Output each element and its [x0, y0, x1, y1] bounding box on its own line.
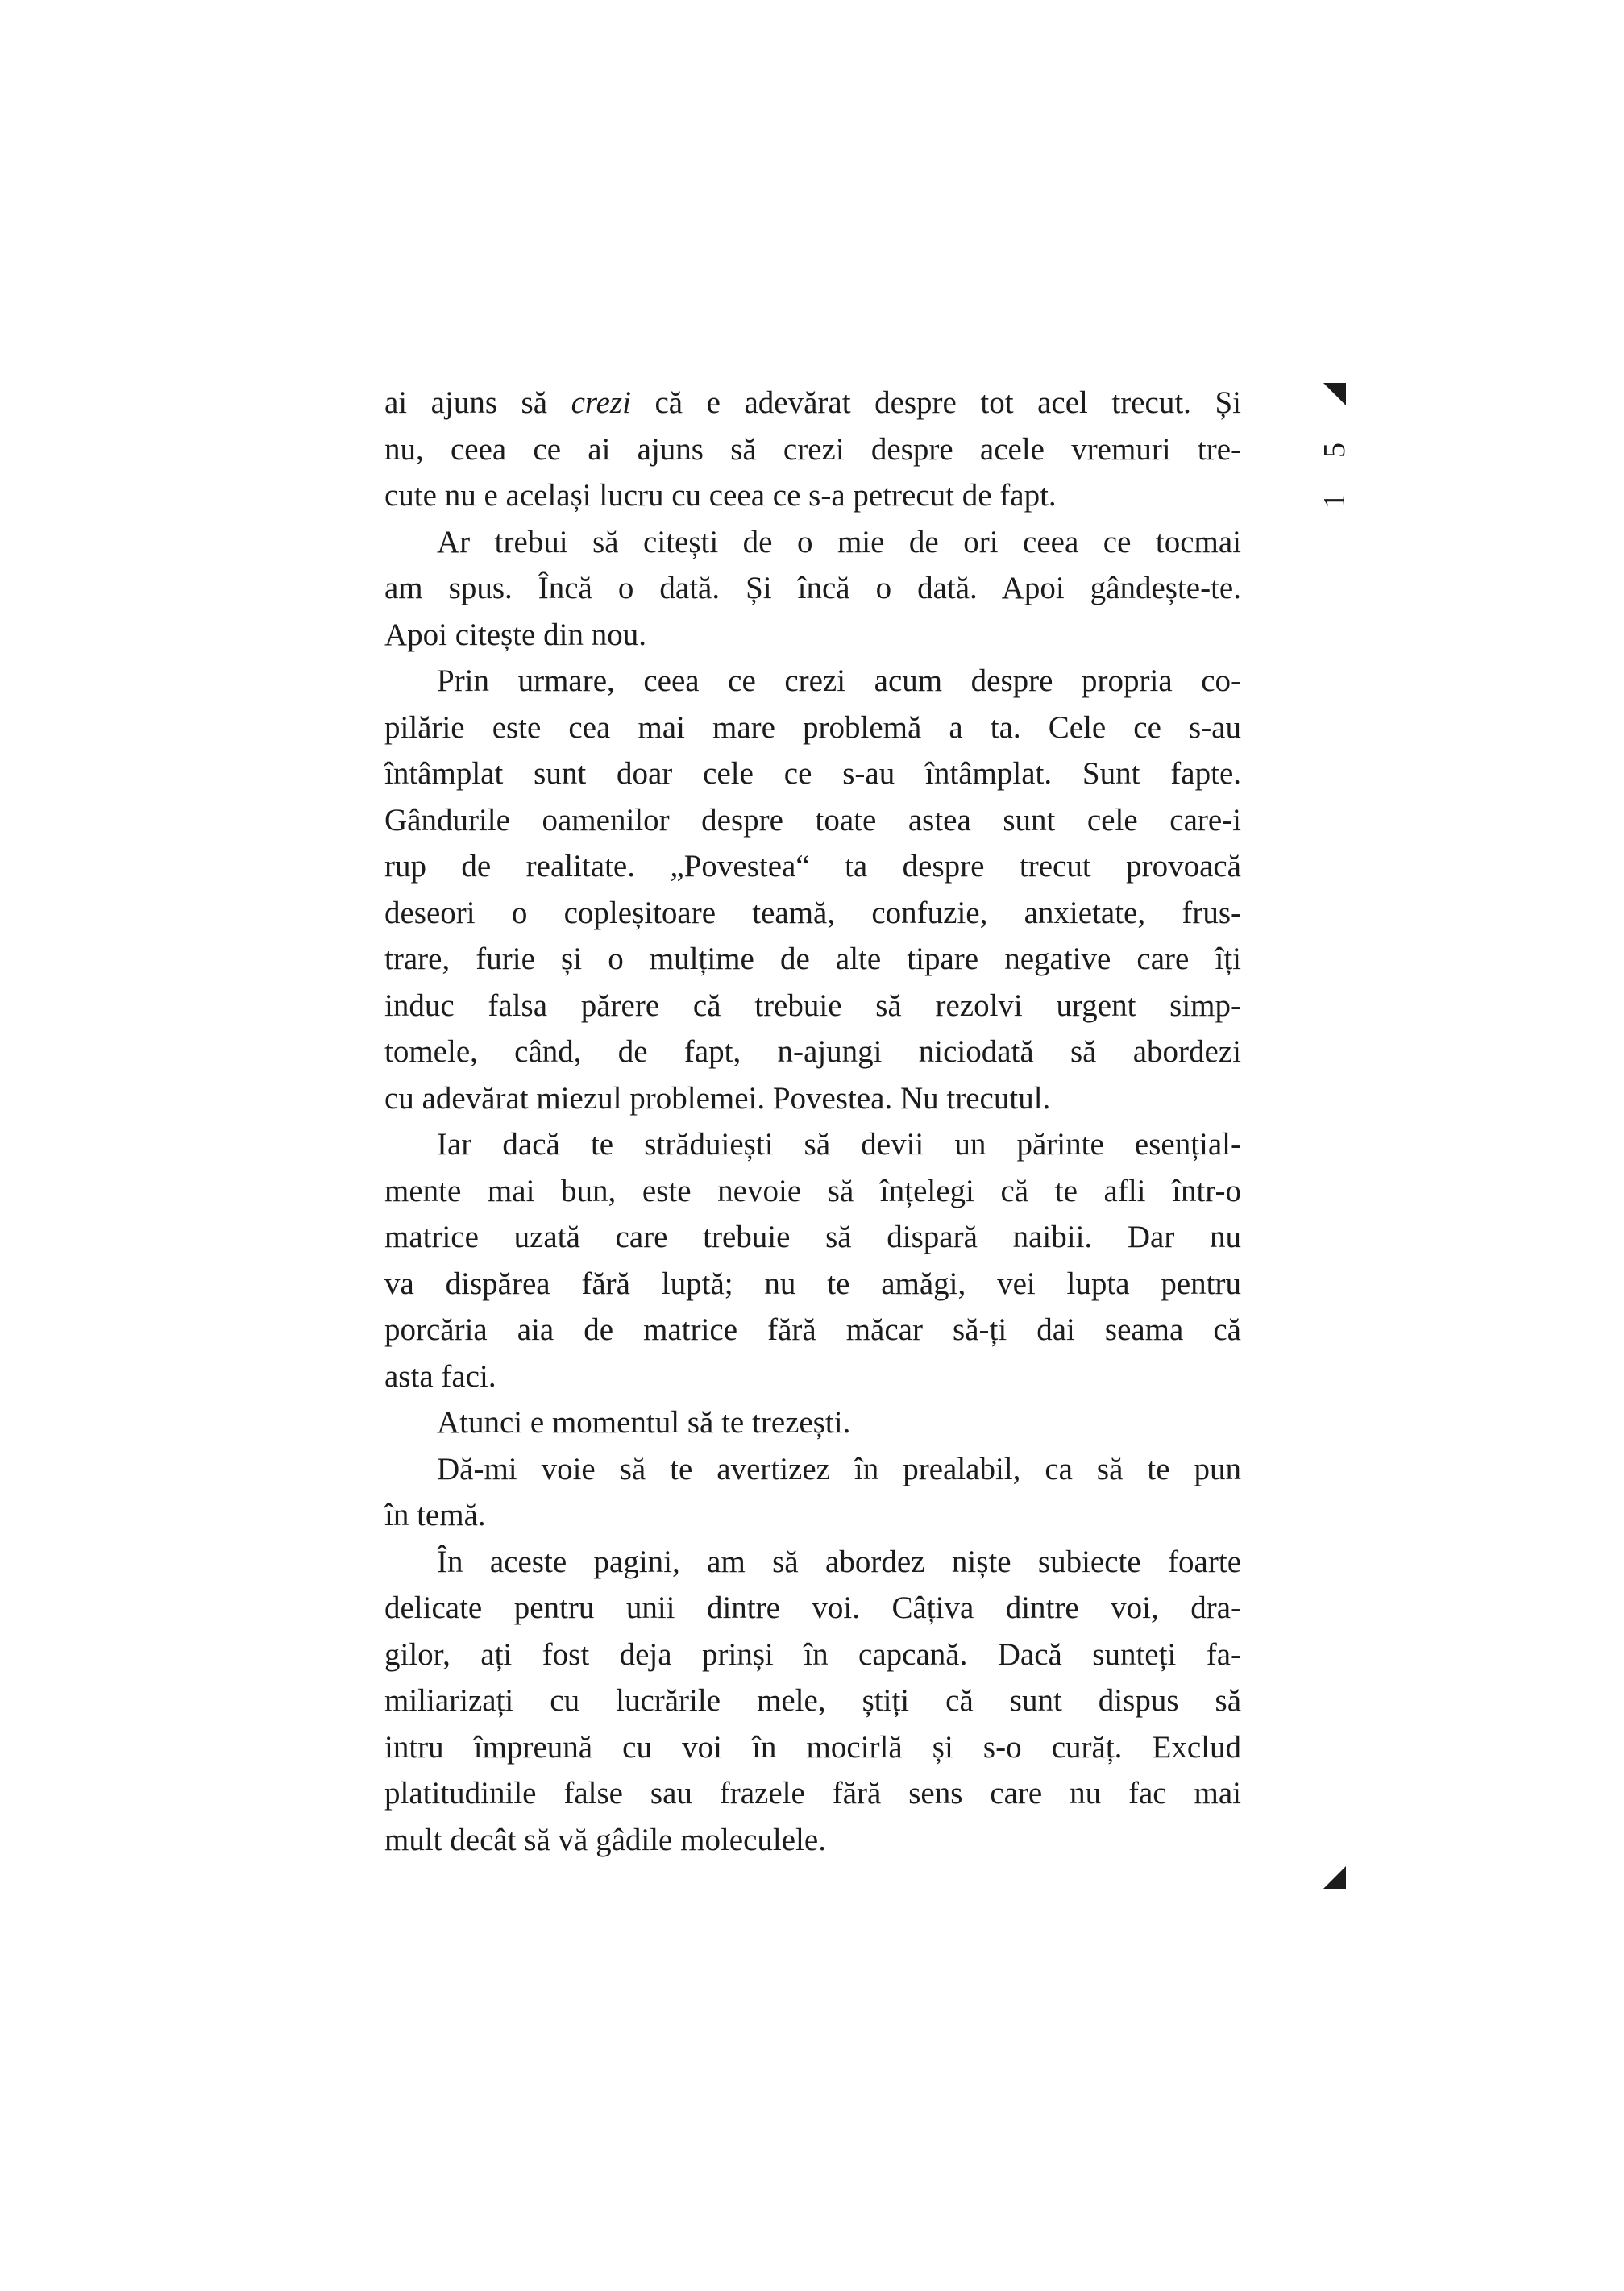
text-line [384, 750, 1241, 797]
text-line [384, 983, 1241, 1029]
text-line [384, 472, 1241, 519]
text-segment: întâmplat sunt doar cele ce s-au întâmplat. Sunt fapte. [384, 756, 1241, 791]
corner-triangle-bottom-icon [1323, 1866, 1346, 1889]
corner-triangle-bottom-shape [1323, 1866, 1346, 1889]
text-segment: miliarizați cu lucrările mele, știți că sunt dispus să [384, 1683, 1241, 1718]
body-text [384, 380, 1241, 1863]
text-line [384, 936, 1241, 983]
text-line [384, 380, 1241, 426]
text-segment: platitudinile false sau frazele fără sens care nu fac mai [384, 1776, 1241, 1811]
text-segment: matrice uzată care trebuie să dispară naibii. Dar nu [384, 1220, 1241, 1254]
text-line [384, 1121, 1241, 1168]
text-line [384, 1075, 1241, 1122]
text-segment: în temă. [384, 1498, 486, 1532]
text-segment: că e adevărat despre tot acel trecut. Și [630, 385, 1241, 420]
text-segment: Apoi citește din nou. [384, 617, 646, 652]
text-segment: porcăria aia de matrice fără măcar să-ți dai seama că [384, 1312, 1241, 1347]
text-line [384, 612, 1241, 659]
text-line [384, 797, 1241, 844]
text-line [384, 519, 1241, 566]
text-segment: Dă-mi voie să te avertizez în prealabil, ca să te pun [437, 1451, 1241, 1486]
text-segment: Prin urmare, ceea ce crezi acum despre propria co- [437, 663, 1241, 698]
text-segment: gilor, ați fost deja prinși în capcană. Dacă sunteți fa- [384, 1636, 1241, 1672]
text-segment: nu, ceea ce ai ajuns să crezi despre acele vremuri tre- [384, 431, 1241, 467]
text-segment: Iar dacă te străduiești să devii un părinte esențial- [437, 1127, 1241, 1162]
emphasized-text: crezi [571, 385, 631, 420]
text-segment: În aceste pagini, am să abordez niște subiecte foarte [437, 1544, 1241, 1579]
text-line [384, 565, 1241, 612]
text-segment: asta faci. [384, 1358, 496, 1394]
text-line [384, 890, 1241, 937]
text-segment: am spus. Încă o dată. Și încă o dată. Apoi gândește-te. [384, 571, 1241, 605]
text-segment: tomele, când, de fapt, n-ajungi niciodată să abordezi [384, 1034, 1241, 1069]
text-line [384, 1029, 1241, 1075]
text-segment: mult decât să vă gâdile moleculele. [384, 1822, 826, 1857]
text-line [384, 1724, 1241, 1771]
text-segment: Atunci e momentul să te trezești. [437, 1405, 851, 1440]
text-line [384, 1492, 1241, 1539]
text-line [384, 1307, 1241, 1353]
text-segment: Ar trebui să citești de o mie de ori ceea ce tocmai [437, 524, 1241, 559]
text-segment: deseori o copleșitoare teamă, confuzie, anxietate, frus- [384, 895, 1241, 930]
corner-triangle-top-icon [1323, 383, 1346, 405]
text-line [384, 426, 1241, 473]
text-segment: cute nu e același lucru cu ceea ce s-a petrecut de fapt. [384, 478, 1057, 513]
text-line [384, 1446, 1241, 1493]
corner-triangle-top-shape [1323, 383, 1346, 405]
text-line [384, 1214, 1241, 1261]
text-line [384, 1539, 1241, 1586]
text-line [384, 1770, 1241, 1817]
text-line [384, 1261, 1241, 1308]
text-line [384, 705, 1241, 751]
text-segment: induc falsa părere că trebuie să rezolvi urgent simp- [384, 988, 1241, 1023]
text-segment: mente mai bun, este nevoie să înțelegi că te afli într-o [384, 1173, 1241, 1208]
text-segment: pilărie este cea mai mare problemă a ta. Cele ce s-au [384, 709, 1241, 745]
text-line [384, 1678, 1241, 1724]
text-segment: intru împreună cu voi în mocirlă și s-o curăț. Exclud [384, 1729, 1241, 1765]
text-line [384, 1632, 1241, 1678]
text-segment: va dispărea fără luptă; nu te amăgi, vei lupta pentru [384, 1266, 1241, 1301]
text-line [384, 1168, 1241, 1215]
text-segment: cu adevărat miezul problemei. Povestea. Nu trecutul. [384, 1080, 1051, 1116]
text-segment: trare, furie și o mulțime de alte tipare negative care îți [384, 942, 1241, 976]
page-number: 15 [1318, 407, 1352, 509]
text-line [384, 658, 1241, 705]
text-segment: rup de realitate. „Povestea“ ta despre trecut provoacă [384, 849, 1241, 884]
text-line [384, 1817, 1241, 1864]
text-segment: ai ajuns să [384, 385, 571, 420]
text-line [384, 1585, 1241, 1632]
text-line [384, 1353, 1241, 1400]
text-segment: Gândurile oamenilor despre toate astea sunt cele care-i [384, 802, 1241, 838]
text-line [384, 1399, 1241, 1446]
text-segment: delicate pentru unii dintre voi. Câțiva dintre voi, dra- [384, 1590, 1241, 1625]
text-line [384, 843, 1241, 890]
